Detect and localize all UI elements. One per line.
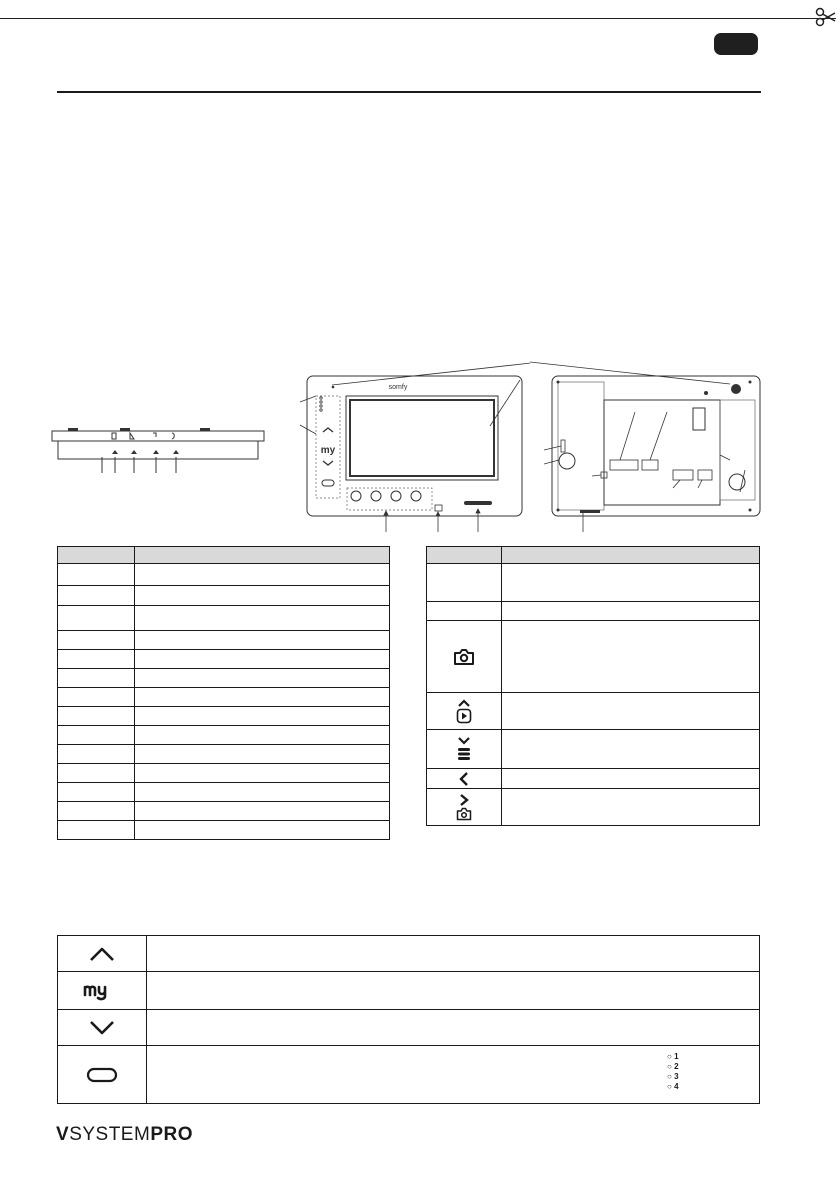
chevron-up-small-icon xyxy=(456,698,472,708)
my-icon xyxy=(82,981,122,1001)
header-cell xyxy=(58,547,135,564)
chevron-down-icon xyxy=(87,1018,117,1038)
table-cell xyxy=(135,669,390,688)
table-cell xyxy=(135,631,390,650)
table-cell xyxy=(58,936,147,972)
list-item: ○ 3 xyxy=(667,1072,679,1081)
chevron-up-icon xyxy=(87,944,117,964)
table-cell xyxy=(58,564,135,586)
table-cell xyxy=(427,564,502,602)
table-cell xyxy=(147,972,760,1010)
table-cell xyxy=(58,802,135,821)
table-cell xyxy=(502,693,760,730)
stop-button-icon xyxy=(86,1067,118,1083)
table-cell xyxy=(135,564,390,586)
table-cell xyxy=(427,789,502,826)
table-cell xyxy=(502,789,760,826)
header-rule xyxy=(57,91,761,93)
table-cell xyxy=(427,621,502,693)
table-cell xyxy=(135,606,390,631)
header-cell xyxy=(427,547,502,564)
table-cell xyxy=(58,707,135,726)
table-cell xyxy=(135,764,390,783)
table-cell xyxy=(135,586,390,606)
table-cell xyxy=(58,606,135,631)
cut-line xyxy=(0,18,836,19)
table-cell xyxy=(58,650,135,669)
table-cell xyxy=(135,802,390,821)
monitor-front-view xyxy=(290,360,530,532)
table-cell xyxy=(58,821,135,840)
table-cell xyxy=(135,783,390,802)
table-cell xyxy=(58,745,135,764)
table-cell xyxy=(135,650,390,669)
table-cell xyxy=(427,769,502,789)
list-item: ○ 2 xyxy=(667,1062,679,1071)
device-my-label: my xyxy=(320,445,336,456)
table-cell xyxy=(58,586,135,606)
table-cell xyxy=(58,669,135,688)
table-cell xyxy=(135,707,390,726)
camera-small-icon xyxy=(456,807,472,821)
table-cell xyxy=(135,688,390,707)
right-reference-table xyxy=(426,546,760,826)
table-cell xyxy=(147,1046,760,1104)
chevron-right-icon xyxy=(458,793,470,807)
device-logo: somfy xyxy=(388,384,408,391)
table-cell xyxy=(147,936,760,972)
table-cell xyxy=(427,730,502,769)
left-reference-table xyxy=(57,546,390,840)
table-cell xyxy=(58,726,135,745)
table-cell xyxy=(502,621,760,693)
table-cell xyxy=(502,602,760,621)
table-cell xyxy=(58,764,135,783)
table-cell xyxy=(58,631,135,650)
chevron-down-small-icon xyxy=(456,736,472,746)
table-cell xyxy=(135,726,390,745)
led-channel-list xyxy=(667,1052,679,1092)
table-cell xyxy=(135,821,390,840)
table-cell xyxy=(58,972,147,1010)
table-cell xyxy=(502,769,760,789)
table-cell xyxy=(427,602,502,621)
scissors-icon xyxy=(814,6,836,28)
table-cell xyxy=(58,1010,147,1046)
table-cell xyxy=(58,783,135,802)
table-cell xyxy=(135,745,390,764)
menu-icon xyxy=(456,746,472,762)
table-cell xyxy=(502,564,760,602)
list-item: ○ 4 xyxy=(667,1082,679,1091)
monitor-back-view xyxy=(530,360,770,532)
chevron-left-icon xyxy=(458,771,470,787)
table-cell xyxy=(502,730,760,769)
table-cell xyxy=(58,688,135,707)
table-cell xyxy=(427,693,502,730)
play-icon xyxy=(456,708,472,724)
language-tab xyxy=(714,33,758,55)
monitor-side-view xyxy=(50,425,270,475)
list-item: ○ 1 xyxy=(667,1052,679,1061)
table-cell xyxy=(147,1010,760,1046)
header-cell xyxy=(135,547,390,564)
keys-table xyxy=(57,935,760,1104)
brand-logo: VSYSTEMPRO xyxy=(56,1124,193,1145)
table-cell xyxy=(58,1046,147,1104)
camera-icon xyxy=(453,647,475,667)
header-cell xyxy=(502,547,760,564)
